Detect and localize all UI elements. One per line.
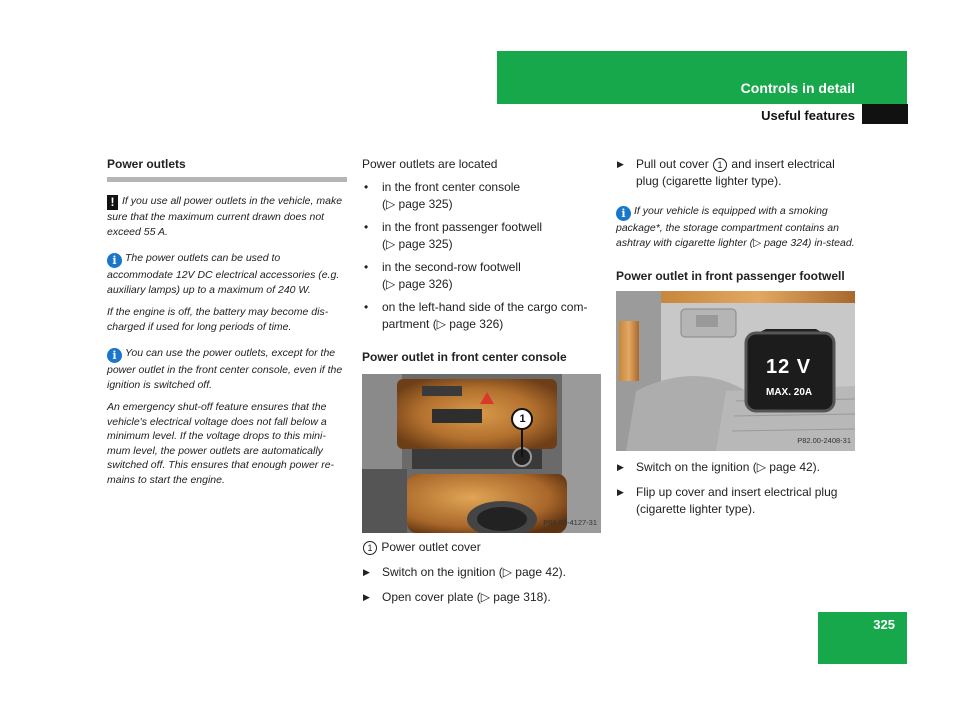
- warning-note: ! If you use all power outlets in the vehicle, make sure that the maximum current drawn does not exceed 55 A.: [107, 195, 343, 238]
- info-note: i You can use the power outlets, except for the power outlet in the front center console, even if the ignition is switched off.: [107, 347, 343, 391]
- list-item: • in the front center console (▷ page 325): [364, 180, 521, 211]
- info-icon: i: [107, 253, 122, 268]
- page-number: 325: [873, 617, 895, 632]
- intro-text: Power outlets are located: [362, 157, 498, 171]
- header-green-bar: [497, 51, 907, 104]
- warning-icon: !: [107, 195, 118, 210]
- info-note: i The power outlets can be used to accommodate 12V DC electrical accessories (e.g. auxiliary lamps) up to a maximum of 240 W.: [107, 252, 340, 296]
- callout-number: 1: [713, 158, 727, 172]
- list-item: • in the second-row footwell (▷ page 326): [364, 260, 521, 291]
- info-note: i If your vehicle is equipped with a smoking package*, the storage compartment contains an ashtray with cigarette lighter (▷ page 324) in-stead.: [616, 205, 855, 249]
- page-number-box: [818, 612, 907, 664]
- column-middle: [362, 156, 602, 613]
- instruction-step: ▶ Open cover plate (▷ page 318).: [363, 590, 551, 604]
- instruction-step: ▶ Flip up cover and insert electrical plug (cigarette lighter type).: [617, 485, 838, 516]
- info-icon: i: [107, 348, 122, 363]
- figure-caption: 1 Power outlet cover: [362, 539, 602, 556]
- instruction-step: ▶ Switch on the ignition (▷ page 42).: [363, 565, 567, 579]
- photo-label: P82.00-2408-31: [797, 436, 851, 445]
- column-left: [107, 156, 347, 495]
- info-note-continued: An emergency shut-off feature ensures that the vehicle's electrical voltage does not fall below a minimum level. If the voltage drops to this mini-mum level, the power outlets are automatically switched off. This ensures that enough power re-mains to start the engine.: [107, 401, 335, 486]
- heading-rule: [107, 177, 347, 182]
- column-right: [616, 156, 856, 525]
- instruction-step: ▶ Switch on the ignition (▷ page 42).: [617, 460, 821, 474]
- socket-max-label: MAX. 20A: [766, 387, 813, 398]
- subheading: Power outlet in front center console: [362, 350, 567, 364]
- center-console-photo: [362, 374, 601, 533]
- step-arrow-icon: ▶: [363, 592, 370, 602]
- passenger-footwell-photo: [616, 291, 855, 451]
- instruction-step: ▶ Pull out cover 1 and insert electrical plug (cigarette lighter type).: [617, 157, 835, 188]
- step-arrow-icon: ▶: [617, 462, 624, 472]
- step-arrow-icon: ▶: [363, 567, 370, 577]
- info-note-continued: If the engine is off, the battery may become dis-charged if used for long periods of time.: [107, 306, 329, 333]
- info-icon: i: [616, 206, 631, 221]
- section-heading: Power outlets: [107, 157, 186, 171]
- socket-voltage-label: 12 V: [766, 356, 812, 378]
- step-arrow-icon: ▶: [617, 487, 624, 497]
- list-item: • on the left-hand side of the cargo com- partment (▷ page 326): [364, 300, 588, 331]
- list-item: • in the front passenger footwell (▷ page 325): [364, 220, 543, 251]
- callout-marker: 1: [519, 413, 526, 425]
- header-black-tab: [862, 104, 908, 124]
- subheading: Power outlet in front passenger footwell: [616, 269, 845, 283]
- section-subtitle: Useful features: [761, 108, 855, 123]
- section-title: Controls in detail: [740, 80, 855, 96]
- step-arrow-icon: ▶: [617, 159, 624, 169]
- photo-label: P68.00-4127-31: [543, 518, 597, 527]
- callout-number: 1: [363, 541, 377, 555]
